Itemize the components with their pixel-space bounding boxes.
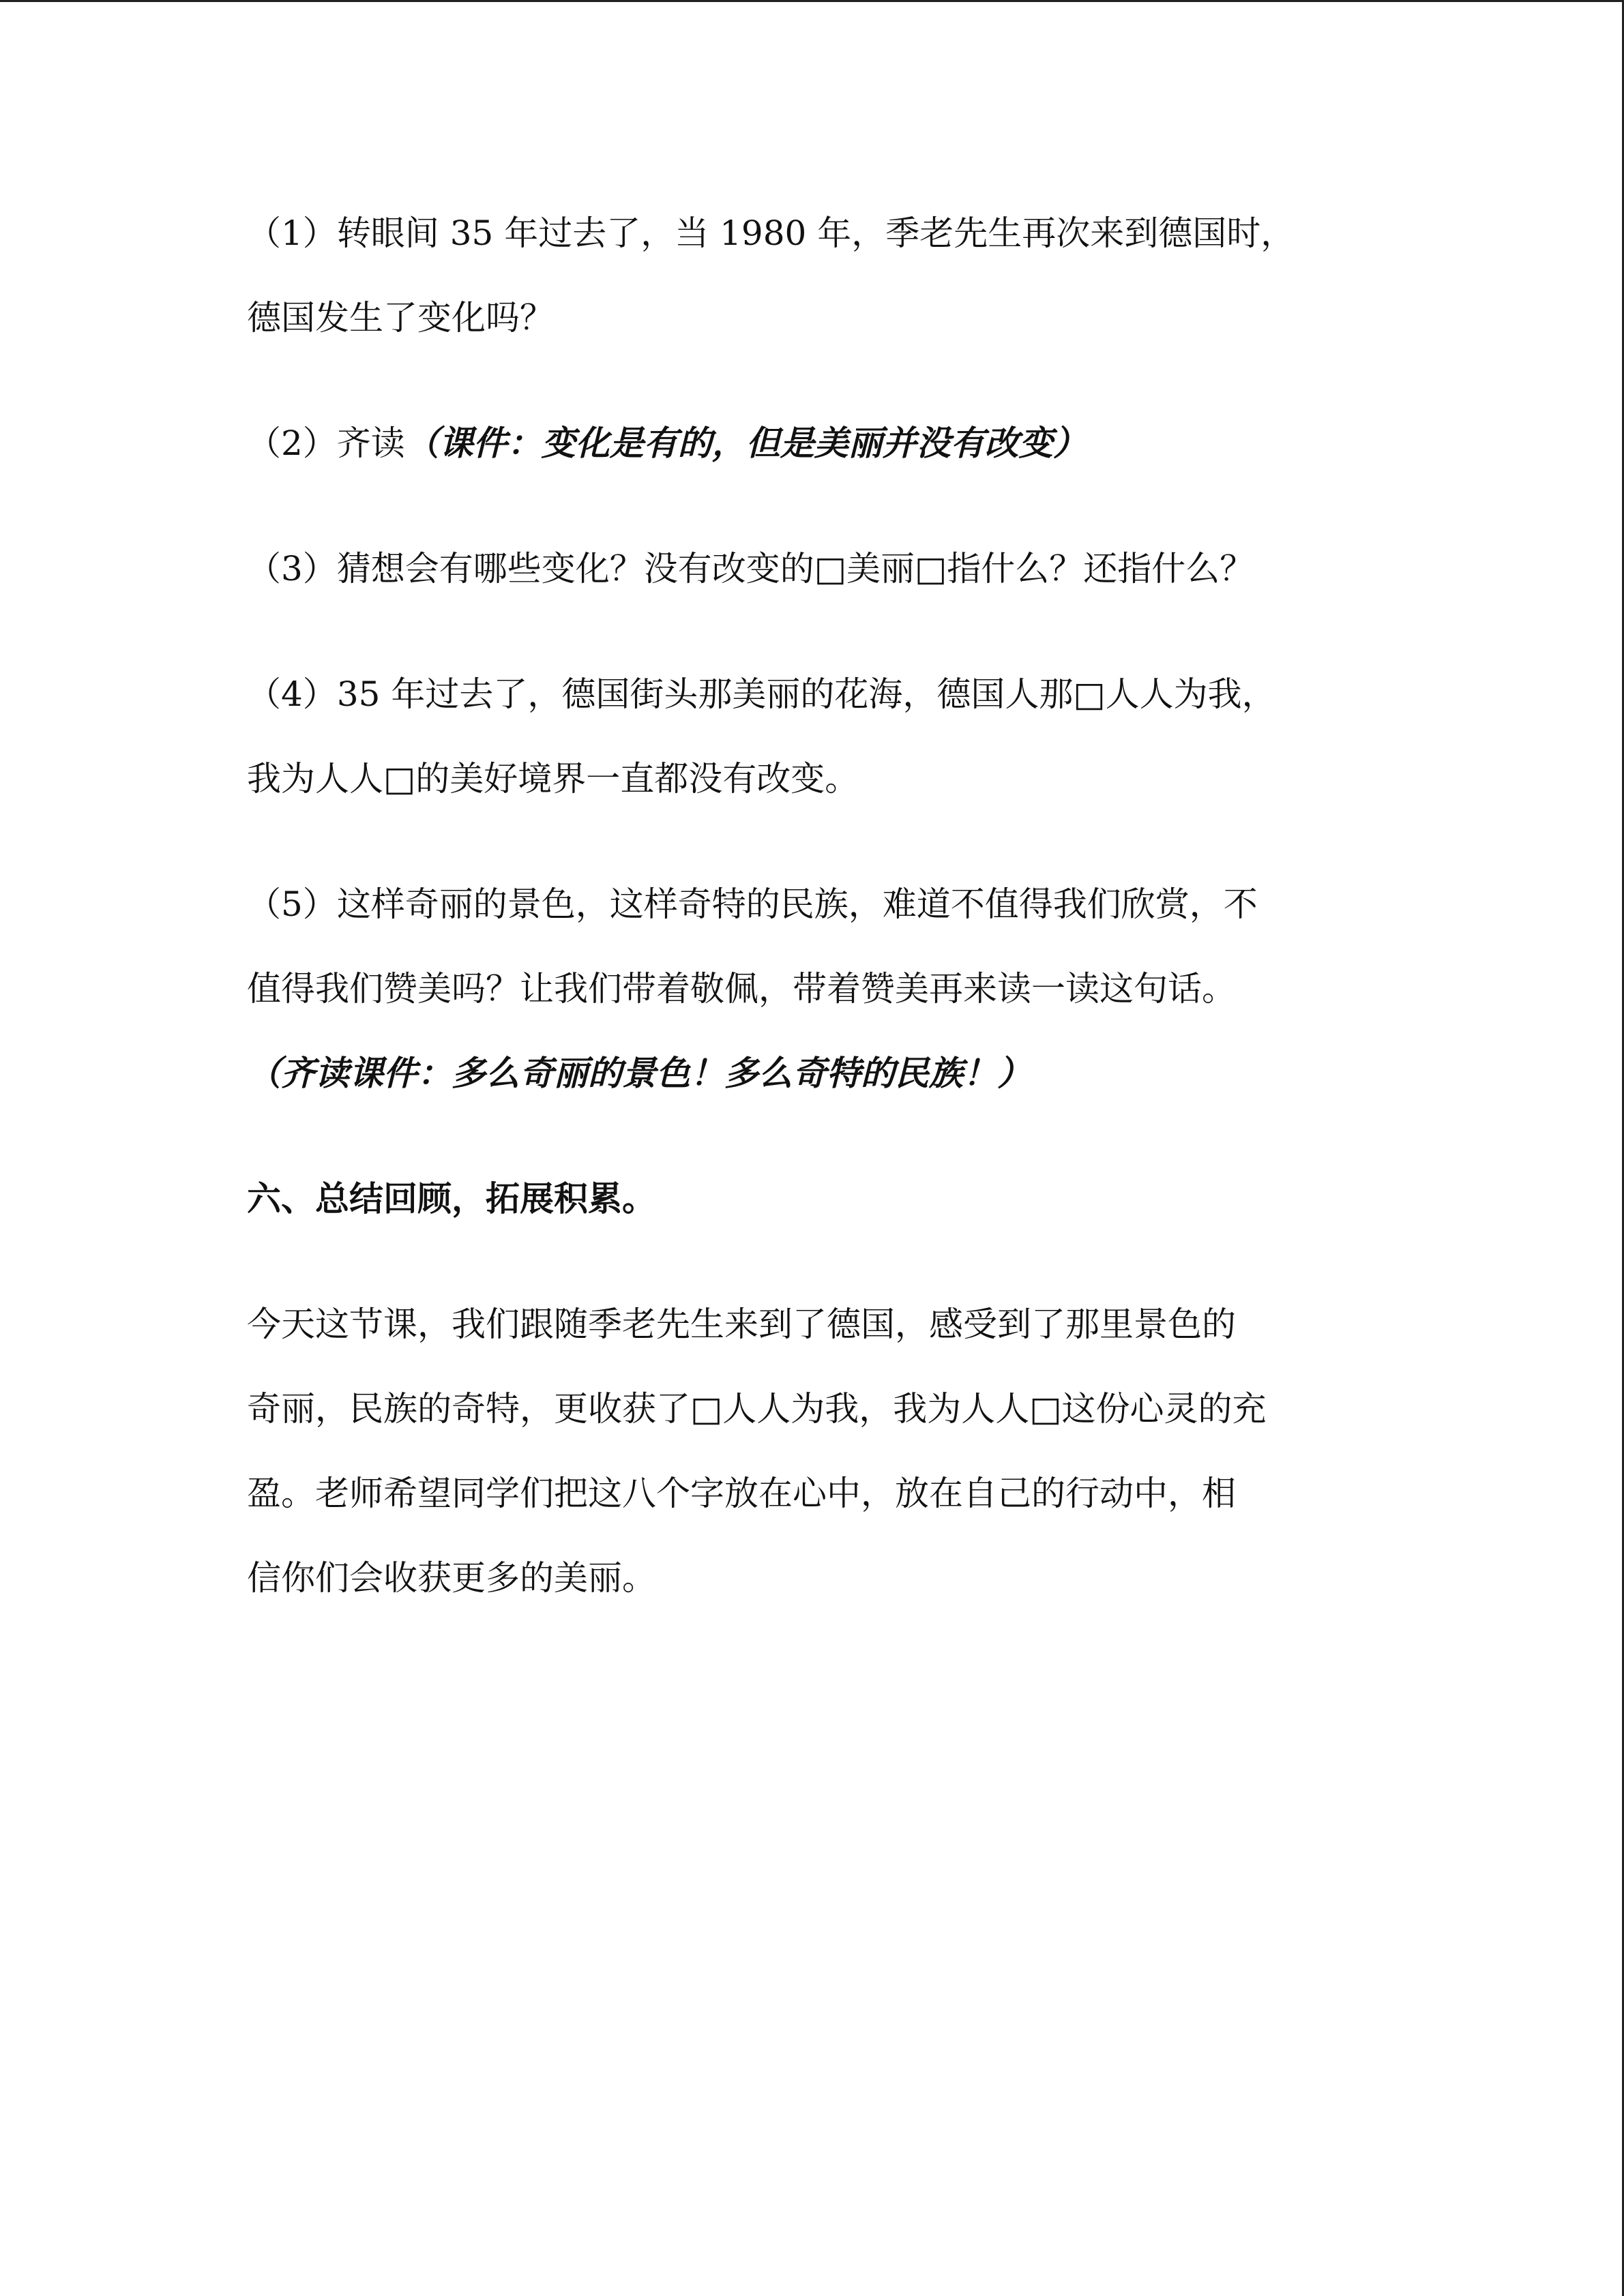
paragraph-item-3 xyxy=(247,526,1393,611)
document-page xyxy=(247,191,1393,1620)
item-text-line: 35 年过去了，德国街头那美丽的花海，德国人那□人人为我， xyxy=(336,674,1276,714)
item-text-line: 转眼间 35 年过去了，当 1980 年，季老先生再次来到德国时， xyxy=(336,213,1295,253)
item-text-line: 值得我们赞美吗？让我们带着敬佩，带着赞美再来读一读这句话。 xyxy=(247,969,1236,1009)
closing-line: 奇丽，民族的奇特，更收获了□人人为我，我为人人□这份心灵的充 xyxy=(247,1389,1267,1429)
courseware-emphasis: （齐读课件：多么奇丽的景色！多么奇特的民族！） xyxy=(247,1053,1031,1093)
item-prefix: （2） xyxy=(247,423,337,463)
courseware-emphasis: （课件：变化是有的，但是美丽并没有改变） xyxy=(404,423,1087,463)
item-prefix: （5） xyxy=(247,884,337,924)
closing-line: 信你们会收获更多的美丽。 xyxy=(247,1558,656,1598)
item-text-line: 我为人人□的美好境界一直都没有改变。 xyxy=(247,759,859,799)
closing-paragraph xyxy=(247,1282,1393,1620)
paragraph-item-1 xyxy=(247,191,1393,360)
item-text: 齐读 xyxy=(336,423,405,463)
paragraph-item-2 xyxy=(247,401,1393,486)
item-prefix: （1） xyxy=(247,213,337,253)
page-top-border xyxy=(0,0,1624,2)
item-text-line: 德国发生了变化吗？ xyxy=(247,298,554,338)
closing-line: 盈。老师希望同学们把这八个字放在心中，放在自己的行动中，相 xyxy=(247,1474,1236,1513)
closing-line: 今天这节课，我们跟随季老先生来到了德国，感受到了那里景色的 xyxy=(247,1304,1236,1344)
item-text: 猜想会有哪些变化？没有改变的□美丽□指什么？还指什么？ xyxy=(336,549,1254,588)
item-text-line: 这样奇丽的景色，这样奇特的民族，难道不值得我们欣赏，不 xyxy=(336,884,1258,924)
paragraph-item-4 xyxy=(247,652,1393,821)
item-prefix: （4） xyxy=(247,674,337,714)
section-heading: 六、总结回顾，拓展积累。 xyxy=(247,1178,656,1219)
paragraph-item-5 xyxy=(247,862,1393,1116)
item-prefix: （3） xyxy=(247,549,337,588)
